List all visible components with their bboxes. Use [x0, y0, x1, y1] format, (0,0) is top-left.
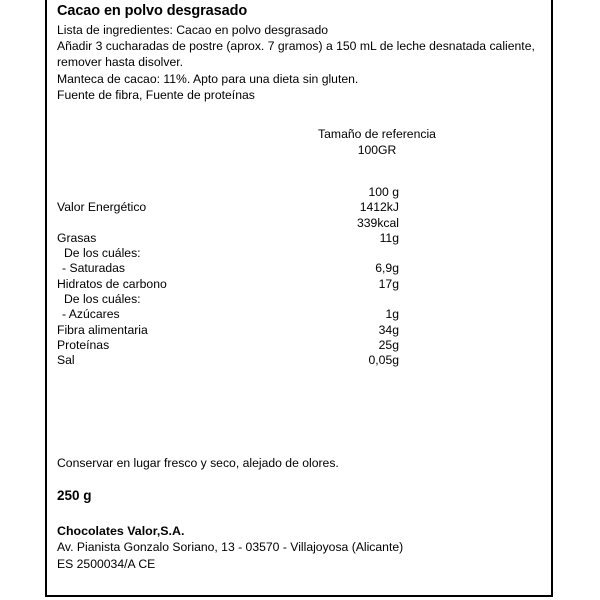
table-row — [57, 261, 402, 276]
table-row — [57, 216, 402, 231]
page-title: Cacao en polvo desgrasado — [57, 3, 248, 19]
nutrient-value: 1g — [385, 307, 399, 322]
nutrient-label: De los cuáles: — [64, 292, 141, 307]
ingredients-line: Lista de ingredientes: Cacao en polvo desgrasado — [57, 23, 329, 37]
nutrient-value: 17g — [378, 276, 399, 291]
table-row — [57, 246, 402, 261]
nutrient-value: 25g — [378, 337, 399, 352]
nutrient-label — [57, 185, 302, 200]
reference-size-amount: 100GR — [357, 143, 397, 157]
manufacturer-block — [57, 523, 403, 572]
nutrient-label: Grasas — [57, 230, 97, 245]
nutrient-value: 11g — [379, 230, 399, 245]
nutrient-label: Hidratos de carbono — [57, 276, 167, 291]
table-row — [57, 307, 402, 322]
nutrient-value — [302, 246, 402, 261]
nutrient-label: De los cuáles: — [64, 246, 141, 261]
nutrition-label-panel — [45, 0, 553, 597]
table-row — [57, 185, 402, 200]
nutrition-table-body — [57, 185, 402, 369]
nutrient-label — [57, 216, 302, 231]
nutrition-column-header: 100 g — [368, 185, 399, 199]
nutrition-claims-line: Fuente de fibra, Fuente de proteínas — [57, 87, 255, 102]
net-weight: 250 g — [57, 488, 92, 503]
nutrient-label: - Saturadas — [62, 261, 126, 276]
manufacturer-registration: ES 2500034/A CE — [57, 556, 156, 571]
table-row — [57, 200, 402, 215]
nutrient-value: 1412kJ — [359, 200, 399, 215]
intro-block — [57, 22, 551, 103]
table-row — [57, 353, 402, 368]
preparation-instructions: Añadir 3 cucharadas de postre (aprox. 7 gramos) a 150 mL de leche desnatada caliente, remover hasta disolver. — [57, 39, 535, 70]
nutrient-label: - Azúcares — [62, 307, 120, 322]
nutrient-label: Valor Energético — [57, 200, 147, 215]
storage-instructions: Conservar en lugar fresco y seco, alejado de olores. — [57, 456, 339, 470]
nutrient-value: 34g — [378, 322, 399, 337]
table-row — [57, 292, 402, 307]
nutrition-table — [57, 185, 402, 369]
manufacturer-name: Chocolates Valor,S.A. — [57, 524, 185, 538]
nutrient-value: 6,9g — [375, 261, 399, 276]
nutrient-label: Proteínas — [57, 337, 110, 352]
table-row — [57, 338, 402, 353]
table-row — [57, 277, 402, 292]
cocoa-butter-line: Manteca de cacao: 11%. Apto para una dieta sin gluten. — [57, 71, 359, 86]
nutrient-label: Sal — [57, 353, 75, 368]
nutrient-value — [302, 292, 402, 307]
reference-size-heading: Tamaño de referencia — [318, 127, 436, 141]
reference-size-block — [262, 126, 492, 158]
manufacturer-address: Av. Pianista Gonzalo Soriano, 13 - 03570 - Villajoyosa (Alicante) — [57, 540, 404, 555]
label-content — [47, 2, 551, 597]
nutrient-value: 0,05g — [368, 353, 399, 368]
nutrient-label: Fibra alimentaria — [57, 322, 148, 337]
nutrient-value: 339kcal — [356, 215, 399, 230]
table-row — [57, 323, 402, 338]
table-row — [57, 231, 402, 246]
